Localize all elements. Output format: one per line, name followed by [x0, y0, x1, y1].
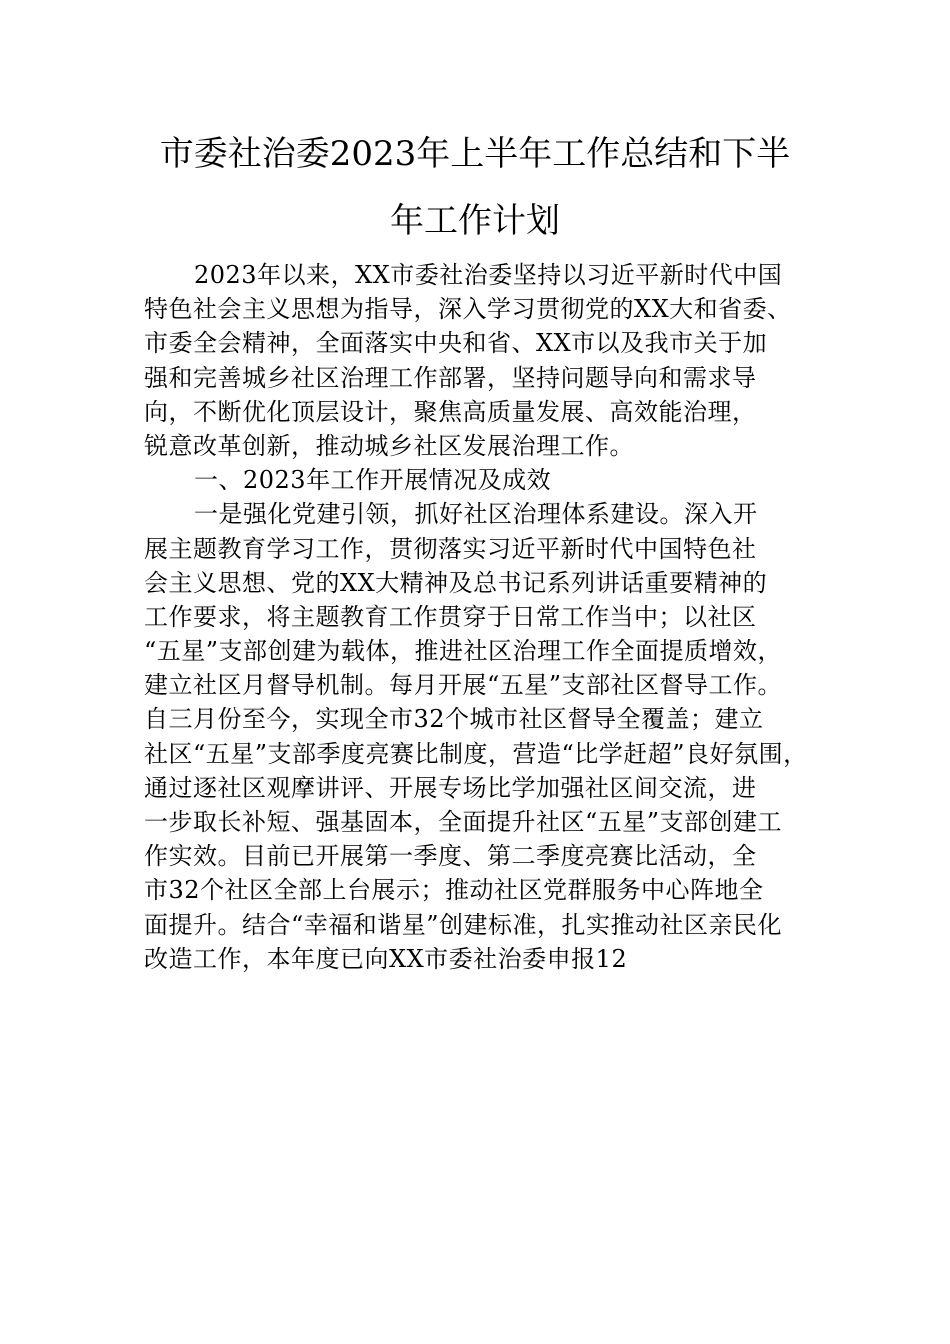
paragraph-line: 2023年以来，XX市委社治委坚持以习近平新时代中国	[194, 261, 783, 289]
paragraph-line: 自三月份至今，实现全市32个城市社区督导全覆盖；建立	[144, 705, 764, 734]
document-body	[144, 258, 844, 976]
paragraph-line: 建立社区月督导机制。每月开展“五星”支部社区督导工作。	[144, 671, 783, 700]
paragraph-line: 展主题教育学习工作，贯彻落实习近平新时代中国特色社	[144, 534, 757, 563]
document-title-line-1: 市委社治委2023年上半年工作总结和下半	[159, 134, 791, 174]
paragraph-line: 向，不断优化顶层设计，聚焦高质量发展、高效能治理，	[144, 397, 757, 426]
paragraph-line: 锐意改革创新，推动城乡社区发展治理工作。	[144, 431, 634, 460]
paragraph-line: 强和完善城乡社区治理工作部署，坚持问题导向和需求导	[144, 363, 757, 392]
paragraph-line: 会主义思想、党的XX大精神及总书记系列讲话重要精神的	[144, 568, 768, 597]
paragraph-line: 改造工作，本年度已向XX市委社治委申报12	[144, 944, 628, 973]
paragraph-line: “五星”支部创建为载体，推进社区治理工作全面提质增效，	[144, 637, 783, 666]
paragraph-line: 一是强化党建引领，抓好社区治理体系建设。深入开	[194, 500, 758, 529]
paragraph-line: 社区“五星”支部季度亮赛比制度，营造“比学赶超”良好氛围，	[144, 739, 808, 768]
paragraph-line: 工作要求，将主题教育工作贯穿于日常工作当中；以社区	[144, 602, 757, 631]
paragraph-line: 作实效。目前已开展第一季度、第二季度亮赛比活动，全	[144, 842, 757, 871]
paragraph-line: 市32个社区全部上台展示；推动社区党群服务中心阵地全	[144, 876, 764, 905]
document-title-line-2: 年工作计划	[390, 201, 560, 241]
section-heading: 一、2023年工作开展情况及成效	[194, 466, 552, 495]
paragraph-line: 特色社会主义思想为指导，深入学习贯彻党的XX大和省委、	[144, 295, 792, 324]
paragraph-line: 一步取长补短、强基固本，全面提升社区“五星”支部创建工	[144, 808, 783, 836]
paragraph-line: 通过逐社区观摩讲评、开展专场比学加强社区间交流，进	[144, 773, 757, 802]
paragraph-line: 面提升。结合“幸福和谐星”创建标准，扎实推动社区亲民化	[144, 910, 783, 939]
paragraph-line: 市委全会精神，全面落实中央和省、XX市以及我市关于加	[144, 329, 768, 358]
